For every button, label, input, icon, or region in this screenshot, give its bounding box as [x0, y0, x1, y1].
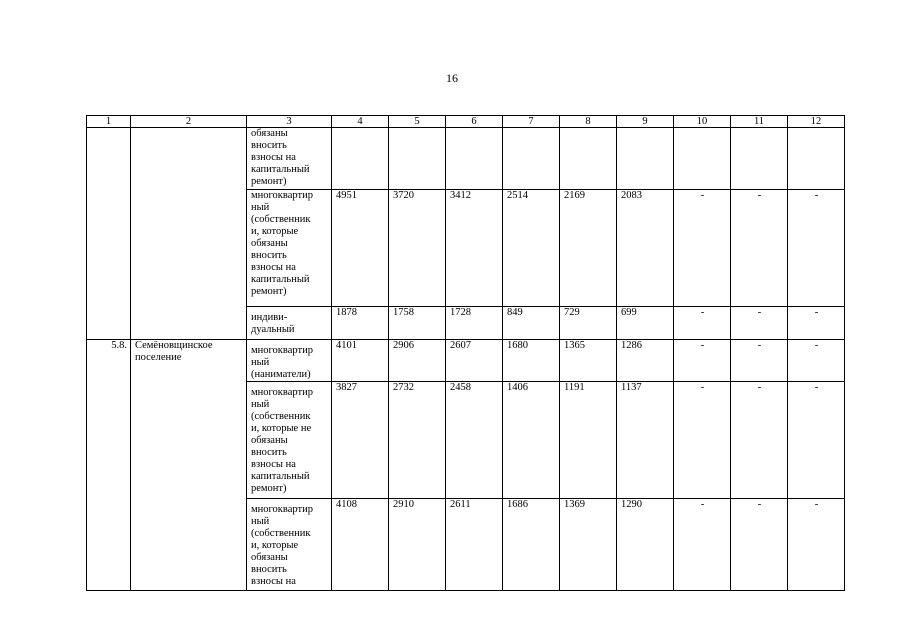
header-cell: 7 [503, 116, 560, 128]
value-cell [617, 128, 674, 190]
value-cell: - [731, 307, 788, 340]
value-cell: 4101 [332, 340, 389, 382]
value-cell: 2732 [389, 382, 446, 499]
housing-type-line: взносы на [251, 459, 296, 470]
value-cell: 1369 [560, 499, 617, 591]
housing-type-line: капитальный [251, 164, 310, 175]
value-cell: 1680 [503, 340, 560, 382]
value-cell: 3827 [332, 382, 389, 499]
header-cell: 10 [674, 116, 731, 128]
value-cell: - [788, 307, 845, 340]
header-cell: 12 [788, 116, 845, 128]
housing-type-cell [247, 128, 332, 190]
value-cell: - [788, 382, 845, 499]
value-cell: 2514 [503, 190, 560, 307]
value-cell: 2611 [446, 499, 503, 591]
settlement-name-line: поселение [135, 352, 182, 363]
header-cell: 5 [389, 116, 446, 128]
header-cell: 6 [446, 116, 503, 128]
housing-type-cell [247, 382, 332, 499]
value-cell: 1286 [617, 340, 674, 382]
housing-type-line: индиви- [251, 312, 288, 323]
value-cell: - [674, 382, 731, 499]
housing-type-line: капитальный [251, 274, 310, 285]
row-number-cell [87, 128, 131, 340]
housing-type-line: (собственник [251, 411, 311, 422]
value-cell [731, 128, 788, 190]
housing-type-line: вносить [251, 250, 287, 261]
page-number: 16 [446, 71, 458, 85]
value-cell: 1758 [389, 307, 446, 340]
value-cell: 4951 [332, 190, 389, 307]
value-cell: 1191 [560, 382, 617, 499]
header-cell: 11 [731, 116, 788, 128]
value-cell [446, 128, 503, 190]
housing-type-cell [247, 190, 332, 307]
settlement-name-line: Семёновщинское [135, 340, 213, 351]
value-cell: 3412 [446, 190, 503, 307]
housing-type-line: обязаны [251, 552, 288, 563]
value-cell: 2906 [389, 340, 446, 382]
housing-type-line: (наниматели) [251, 369, 311, 380]
housing-type-line: ремонт) [251, 483, 287, 494]
housing-type-line: обязаны [251, 238, 288, 249]
value-cell: - [788, 499, 845, 591]
value-cell: - [788, 190, 845, 307]
value-cell: 4108 [332, 499, 389, 591]
value-cell: 849 [503, 307, 560, 340]
header-cell: 9 [617, 116, 674, 128]
value-cell: 3720 [389, 190, 446, 307]
value-cell [788, 128, 845, 190]
value-cell: - [674, 190, 731, 307]
value-cell: - [674, 499, 731, 591]
housing-type-line: вносить [251, 140, 287, 151]
value-cell: - [674, 340, 731, 382]
housing-type-line: ремонт) [251, 286, 287, 297]
housing-type-line: многоквартир [251, 504, 313, 515]
housing-type-line: ный [251, 202, 270, 213]
housing-type-line: обязаны [251, 128, 288, 139]
housing-type-line: (собственник [251, 528, 311, 539]
value-cell: 1365 [560, 340, 617, 382]
value-cell: 1406 [503, 382, 560, 499]
housing-type-cell [247, 307, 332, 340]
value-cell: - [731, 499, 788, 591]
value-cell: 1878 [332, 307, 389, 340]
housing-type-line: многоквартир [251, 190, 313, 201]
table-row [87, 128, 845, 190]
value-cell: 1137 [617, 382, 674, 499]
value-cell [674, 128, 731, 190]
value-cell: - [731, 382, 788, 499]
data-table [86, 115, 845, 591]
value-cell [503, 128, 560, 190]
value-cell: - [674, 307, 731, 340]
housing-type-line: (собственник [251, 214, 311, 225]
value-cell: - [731, 340, 788, 382]
value-cell: 2910 [389, 499, 446, 591]
housing-type-line: ный [251, 516, 270, 527]
housing-type-line: взносы на [251, 262, 296, 273]
housing-type-line: вносить [251, 564, 287, 575]
housing-type-cell [247, 340, 332, 382]
value-cell: 1686 [503, 499, 560, 591]
value-cell [560, 128, 617, 190]
housing-type-line: вносить [251, 447, 287, 458]
housing-type-line: ремонт) [251, 176, 287, 187]
value-cell: 699 [617, 307, 674, 340]
housing-type-line: многоквартир [251, 345, 313, 356]
housing-type-line: обязаны [251, 435, 288, 446]
housing-type-line: и, которые [251, 226, 299, 237]
settlement-cell [131, 340, 247, 591]
housing-type-line: и, которые [251, 540, 299, 551]
settlement-cell [131, 128, 247, 340]
value-cell [389, 128, 446, 190]
housing-type-line: и, которые не [251, 423, 312, 434]
value-cell: 2607 [446, 340, 503, 382]
housing-type-line: капитальный [251, 471, 310, 482]
header-cell: 1 [87, 116, 131, 128]
housing-type-line: ный [251, 357, 270, 368]
value-cell: 1290 [617, 499, 674, 591]
value-cell: 2083 [617, 190, 674, 307]
housing-type-line: ный [251, 399, 270, 410]
housing-type-line: взносы на [251, 576, 296, 587]
header-cell: 3 [247, 116, 332, 128]
housing-type-cell [247, 499, 332, 591]
housing-type-line: многоквартир [251, 387, 313, 398]
table-row [87, 340, 845, 382]
housing-type-line: взносы на [251, 152, 296, 163]
header-cell: 2 [131, 116, 247, 128]
header-cell: 4 [332, 116, 389, 128]
value-cell: 2169 [560, 190, 617, 307]
housing-type-line: дуальный [251, 324, 295, 335]
value-cell: 1728 [446, 307, 503, 340]
header-row [87, 116, 845, 128]
value-cell [332, 128, 389, 190]
value-cell: - [788, 340, 845, 382]
value-cell: 729 [560, 307, 617, 340]
value-cell: 2458 [446, 382, 503, 499]
value-cell: - [731, 190, 788, 307]
row-number-cell: 5.8. [87, 340, 131, 591]
header-cell: 8 [560, 116, 617, 128]
